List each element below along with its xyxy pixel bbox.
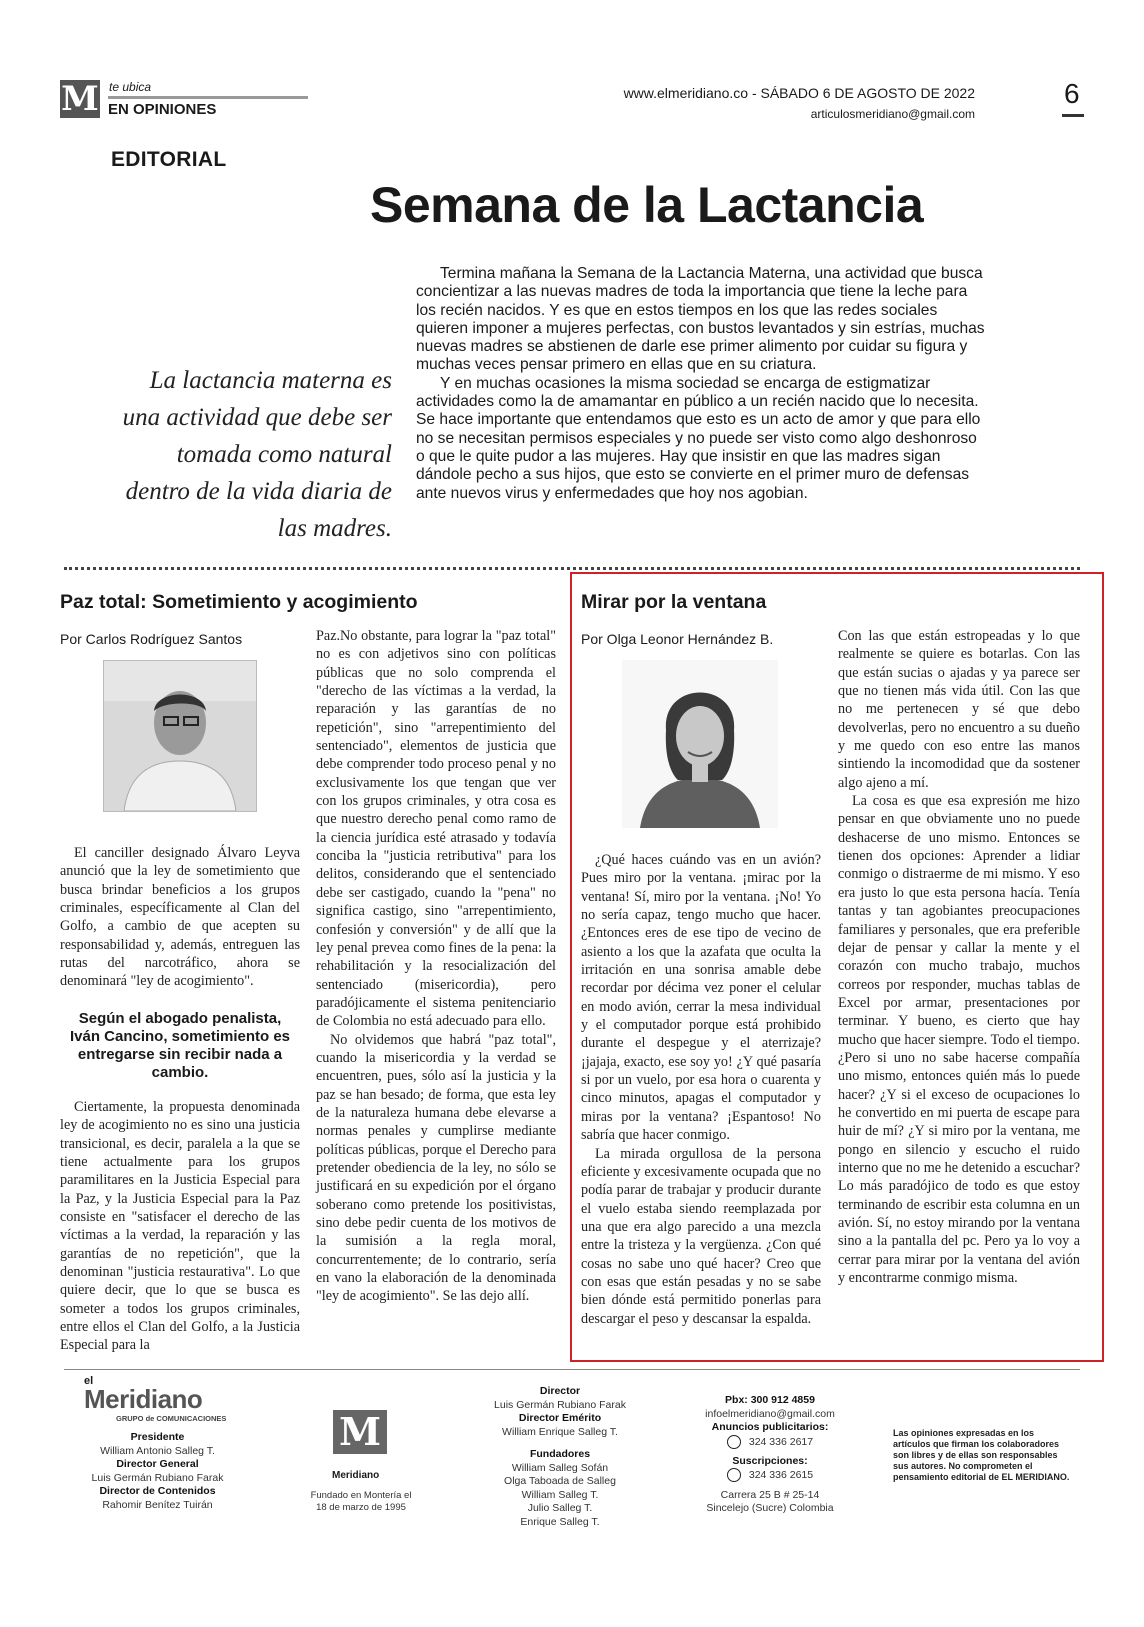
- footer-phone-row: [690, 1468, 850, 1482]
- article-paragraph: ¿Qué haces cuándo vas en un avión? Pues miro por la ventana. ¡mirас por la ventana! Sí, miro por la ventana. ¡No! Yo no sería capaz, tengo mucho que hacer. ¿Entonces eres de ese tipo de vecino de asiento a los que la azafata que oculta la irritación en una sonrisa amable debe recordar por décima vez poner el celular en modo avión, cerrar la mesa individual y el computador porque está prohibido durante el despegue y el aterrizaje? ¡jajaja, exacto, ese soy yo! ¿Y qué pasaría si por un vuelo, por esa hora o cuarenta y cinco minutos, apagas el computador y miras por la ventana? ¡Espantoso! No sabría que hacer conmigo.: [581, 852, 821, 1144]
- footer-label: Director de Contenidos: [99, 1485, 216, 1497]
- article-column: [60, 844, 300, 991]
- header-rule: [108, 96, 308, 99]
- page-number: 6: [1064, 78, 1080, 109]
- author-photo-figure: [622, 660, 778, 828]
- footer-phone[interactable]: 324 336 2615: [748, 1469, 814, 1482]
- article-paragraph: No olvidemos que habrá "paz total", cuando la misericordia y la verdad se encuentren, pues, sólo así la justicia y la paz se han besado; de forma, que esta ley de la naturaleza humana debe elevarse a normas penales y cumplirse mediante políticas públicas, porque el Derecho para pretender obediencia de la ley, no sólo se justificará en su expedición por el órgano soberano como pretende los positivistas, sino debe pedir cuenta de los motivos de la sumisión a la regla moral, concurrentemente; de lo contrario, sería en vano la elaboración de la denominada "ley de acogimiento". Se las dejo allí.: [316, 1031, 556, 1305]
- site-date[interactable]: www.elmeridiano.co - SÁBADO 6 DE AGOSTO DE 2022: [623, 85, 975, 101]
- editorial-title: Semana de la Lactancia: [370, 177, 924, 233]
- editorial-paragraph: Y en muchas ocasiones la misma sociedad se encarga de estigmatizar actividades como la de amamantar en público a un recién nacido que lo necesita. Se hace importante que entendamos que esto es un acto de amor y que para ello no se necesitan permisos especiales y no puede ser visto como algo deshonroso o que le quite pudor a las mujeres. Hay que insistir en que las madres sigan dándole pecho a sus hijos, que esto se convierte en el primer muro de defensas ante nuevos virus y enfermedades que hoy nos agobian.: [416, 374, 981, 502]
- article-paragraph: Ciertamente, la propuesta denominada ley de acogimiento no es sino una justicia transicional, es decir, paralela a la que se tiene actualmente para los grupos paramilitares en la Justicia Especial para la Paz, y la Justicia Especial para la Paz consiste en "satisfacer el derecho de las víctimas a la verdad, la reparación y las garantías de no repetición", que la denominan "justicia restaurativa". Lo que quiere decir, que lo que se busca es someter a todos los grupos criminales, entre ellos el Clan del Golfo, a la Justicia Especial para la: [60, 1099, 300, 1354]
- footer-direction: [480, 1385, 640, 1529]
- article-column: [581, 851, 821, 1328]
- footer-contact: [690, 1394, 850, 1516]
- footer-label: Suscripciones:: [732, 1454, 808, 1467]
- footer-disclaimer: Las opiniones expresadas en los artículos que firman los colaboradores son libres y de ellas son responsables sus autores. No comprometen el pensamiento editorial de EL MERIDIANO.: [893, 1428, 1070, 1482]
- article-paragraph: La cosa es que esa expresión me hizo pensar en que obviamente uno no puede deshacerse de uno mismo. Entonces se tienen dos opciones: Aprender a lidiar conmigo o distraerme de mi mismo. Y eso era justo lo que esta persona hacía. Tenía tantas y tan agobiantes preocupaciones familiares y personales, que era preferible dejar de pensar y callar la mente y el corazón con mucho trabajo, muchos correos por responder, muchas tablas de Excel por armar, presentaciones por terminar. Y bueno, es cierto que hay mucho que hacer siempre. Todo el tiempo. ¿Pero si uno no sabe hacerse compañía uno mismo, entonces quién más lo puede hacer? ¿Y si el exceso de ocupaciones lo he convertido en mi puerta de escape para huir de mí? ¿Y si miro por la ventana, me pongo en silencio y escucho el ruido interno que no me he detenido a escuchar? Lo más paradójico de todo es que estoy terminando de escribir esta columna en un avión. Sí, no estoy mirando por la ventana sino a la pantalla del pc. Pero ya lo voy a cerrar para mirar por la ventana del avión y encontrarme conmigo misma.: [838, 793, 1080, 1287]
- footer-rule: [64, 1369, 1080, 1370]
- author-photo: [103, 660, 257, 812]
- footer-phone[interactable]: 324 336 2617: [748, 1435, 814, 1448]
- footer-founded: Fundado en Montería el 18 de marzo de 1995: [310, 1490, 412, 1513]
- footer-label: Director: [539, 1385, 581, 1397]
- article-paragraph: La mirada orgullosa de la persona eficiente y excesivamente ocupada que no podía parar de trabajar y producir durante el vuelo estaba siendo reemplazada por una que era algo parecido a una mezcla entre la tristeza y la vergüenza. ¿Con qué cosas no sabe uno qué hacer? Creo que con esas que están pesadas y no se sabe bien dónde está permitido ponerlas para descargar el peso y descansar la espalda.: [581, 1145, 821, 1327]
- footer-value: Olga Taboada de Salleg: [504, 1475, 616, 1487]
- footer-brand-name: Meridiano: [84, 1384, 203, 1414]
- footer-phone-row: [690, 1435, 850, 1449]
- footer-label: Director Emérito: [518, 1412, 602, 1424]
- article-byline: Por Carlos Rodríguez Santos: [60, 631, 243, 647]
- footer-email[interactable]: infoelmeridiano@gmail.com: [705, 1407, 835, 1420]
- article-title: Mirar por la ventana: [581, 591, 767, 613]
- meridiano-logo: M: [61, 79, 99, 119]
- footer-value: Luis Germán Rubiano Farak: [494, 1398, 626, 1411]
- article-column: [316, 627, 556, 1306]
- footer-pbx: Pbx: 300 912 4859: [725, 1394, 815, 1406]
- article-column: [838, 627, 1080, 1287]
- footer-address: Sincelejo (Sucre) Colombia: [706, 1502, 834, 1515]
- editorial-body: [416, 265, 986, 503]
- article-paragraph: Paz.No obstante, para lograr la "paz total" no es con adjetivos sino con políticas públicas que no solo comprenda el "derecho de las víctimas a la verdad, la reparación y las garantías de no repetición", sino "arrepentimiento del sentenciado", elementos de justicia que debe comprender todo proceso penal y no exclusivamente los que tengan que ver con los grupos criminales, y otra cosa es que nuestro derecho penal como ramo de la ciencia jurídica esté atrasado y todavía conciba la "justicia retributiva" para los delitos, considerando que el sentenciado debe ser castigado, cuando la "pena" no significa castigo, sino "arrepentimiento, confesión y conversión" y de allí que la ley penal prevea como fines de la pena: la rehabilitación y la resocialización del sentenciado (misericordia), pero paradójicamente el sistema penitenciario de Colombia no está adecuado para ello.: [316, 628, 556, 1030]
- footer-value: William Salleg Sofán: [511, 1461, 609, 1474]
- article-paragraph: Con las que están estropeadas y lo que realmente se quiere es botarlas. Con las que están sucias o ajadas y ya parece ser que no tienen más vida útil. Con las que no me pertenecen y sé que debo devolverlas, pero no encuentro a su dueño y me quedo con eso entre las manos sintiendo la incomodidad que da sostener algo ajeno a mí.: [838, 628, 1080, 791]
- editorial-paragraph: Termina mañana la Semana de la Lactancia Materna, una actividad que busca concientizar a las nuevas madres de toda la importancia que tiene la leche para los recién nacidos. Y es que en estos tiempos en los que las redes sociales quieren imponer a mujeres perfectas, con bustos levantados y sin estrías, muchas nuevas madres se abstienen de darle ese primer alimento por cuidar su figura y muchas veces pensar primero en ellas que en su criatura.: [416, 265, 985, 374]
- article-paragraph: El canciller designado Álvaro Leyva anunció que la ley de sometimiento que busca brindar beneficios a los grupos criminales, específicamente al Clan del Golfo, a cambio de que acepten su responsabilidad y, además, entreguen las rutas del narcotráfico, ahora se denominará "ley de acogimiento".: [60, 845, 300, 990]
- tagline: te ubica: [109, 80, 152, 94]
- footer-value: William Salleg T.: [521, 1488, 599, 1501]
- article-column: [60, 1098, 300, 1355]
- footer-brand-sub: GRUPO de COMUNICACIONES: [116, 1414, 227, 1423]
- editorial-pullquote: La lactancia materna es una actividad que debe ser tomada como natural dentro de la vida diaria de las madres.: [122, 367, 392, 542]
- footer-label: Presidente: [130, 1431, 185, 1443]
- section-label: EN OPINIONES: [108, 101, 217, 118]
- footer-logo-m: M: [333, 1410, 387, 1454]
- whatsapp-icon: [727, 1435, 741, 1449]
- footer-value: Rahomir Benítez Tuirán: [102, 1498, 213, 1511]
- whatsapp-icon: [727, 1468, 741, 1482]
- article-byline: Por Olga Leonor Hernández B.: [581, 631, 774, 647]
- section-divider: [64, 567, 1080, 570]
- footer-logo-sub: Meridiano: [332, 1470, 380, 1481]
- footer-label: Anuncios publicitarios:: [711, 1421, 829, 1433]
- footer-address: Carrera 25 B # 25-14: [720, 1488, 820, 1501]
- footer-value: Luis Germán Rubiano Farak: [91, 1471, 224, 1484]
- footer-value: William Antonio Salleg T.: [100, 1444, 215, 1457]
- author-photo-figure: [104, 661, 256, 811]
- footer-label: Fundadores: [529, 1448, 591, 1460]
- footer-value: Enrique Salleg T.: [520, 1515, 600, 1528]
- article-title: Paz total: Sometimiento y acogimiento: [60, 591, 418, 613]
- footer-value: William Enrique Salleg T.: [502, 1425, 618, 1438]
- page-number-rule: [1062, 114, 1084, 117]
- article-pullquote: Según el abogado penalista, Iván Cancino, sometimiento es entregarse sin recibir nada a cambio.: [69, 1010, 291, 1081]
- contact-email[interactable]: articulosmeridiano@gmail.com: [810, 107, 975, 121]
- footer-staff: [80, 1431, 235, 1512]
- footer-label: Director General: [116, 1458, 199, 1470]
- footer-brand-el: el: [84, 1375, 94, 1387]
- editorial-label: EDITORIAL: [111, 148, 227, 171]
- footer-value: Julio Salleg T.: [527, 1502, 593, 1514]
- author-photo: [622, 660, 778, 828]
